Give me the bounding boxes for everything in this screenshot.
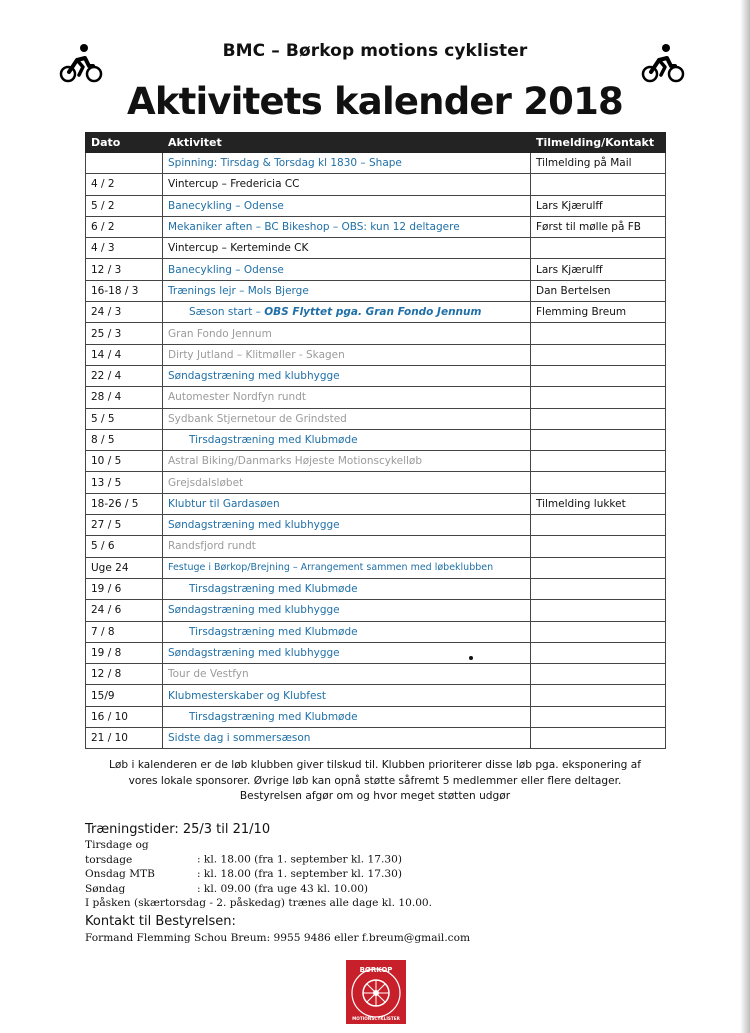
table-row [86, 536, 666, 557]
table-row [86, 451, 666, 472]
row-date: 22 / 4 [86, 365, 163, 386]
row-date: 16 / 10 [86, 706, 163, 727]
row-date [86, 153, 163, 174]
row-date: 15/9 [86, 685, 163, 706]
row-activity [163, 216, 531, 237]
row-contact [531, 664, 666, 685]
support-note [85, 758, 665, 805]
row-date: 7 / 8 [86, 621, 163, 642]
row-contact [531, 387, 666, 408]
table-row [86, 493, 666, 514]
row-date: 27 / 5 [86, 515, 163, 536]
activity-text: Søndagstræning med klubhygge [168, 370, 340, 383]
row-date: 5 / 6 [86, 536, 163, 557]
table-row [86, 259, 666, 280]
activity-text: Grejsdalsløbet [168, 476, 244, 489]
row-date: 12 / 3 [86, 259, 163, 280]
training-time: : kl. 18.00 (fra 1. september kl. 17.30) [197, 868, 402, 880]
activity-text: Tirsdagstræning med Klubmøde [189, 434, 358, 446]
activity-text: Banecykling – Odense [168, 263, 284, 276]
easter-note: I påsken (skærtorsdag - 2. påskedag) trænes alle dage kl. 10.00. [85, 897, 433, 909]
row-activity [163, 685, 531, 706]
activity-text: Klubmesterskaber og Klubfest [168, 689, 327, 702]
row-activity [163, 174, 531, 195]
activity-text: Klubtur til Gardasøen [168, 497, 280, 510]
page-edge-shadow [740, 0, 750, 1033]
row-contact [531, 685, 666, 706]
column-header-date: Dato [86, 133, 163, 153]
row-activity [163, 706, 531, 727]
row-date: 19 / 6 [86, 578, 163, 599]
activity-text: Randsfjord rundt [168, 540, 256, 553]
row-activity [163, 664, 531, 685]
row-date: 14 / 4 [86, 344, 163, 365]
row-activity [163, 408, 531, 429]
activity-text: Mekaniker aften – BC Bikeshop – OBS: kun 12 deltagere [168, 221, 460, 234]
row-date: 12 / 8 [86, 664, 163, 685]
activity-text: Sydbank Stjernetour de Grindsted [168, 412, 347, 425]
row-activity [163, 387, 531, 408]
row-contact [531, 472, 666, 493]
row-contact: Først til mølle på FB [531, 216, 666, 237]
row-contact [531, 365, 666, 386]
row-activity [163, 195, 531, 216]
contact-line: Formand Flemming Schou Breum: 9955 9486 eller f.breum@gmail.com [85, 932, 471, 944]
row-date: 16-18 / 3 [86, 280, 163, 301]
row-activity [163, 728, 531, 749]
row-activity [163, 600, 531, 621]
logo-text: BØRKOP [359, 966, 393, 974]
row-contact [531, 429, 666, 450]
row-activity [163, 153, 531, 174]
row-date: 4 / 3 [86, 238, 163, 259]
activity-text: Søndagstræning med klubhygge [168, 646, 340, 659]
activity-text: Dirty Jutland – Klitmøller - Skagen [168, 348, 345, 361]
activity-text: Gran Fondo Jennum [168, 327, 272, 340]
row-date: 19 / 8 [86, 642, 163, 663]
row-date: 24 / 3 [86, 302, 163, 323]
page-title: Aktivitets kalender 2018 [127, 80, 623, 123]
activity-text: Astral Biking/Danmarks Højeste Motionscykelløb [168, 455, 423, 468]
activity-text: Tirsdagstræning med Klubmøde [189, 583, 358, 596]
activity-text: Festuge i Børkop/Brejning – Arrangement sammen med løbeklubben [168, 562, 494, 574]
row-date: 24 / 6 [86, 600, 163, 621]
activity-text: Automester Nordfyn rundt [168, 391, 306, 404]
row-contact: Flemming Breum [531, 302, 666, 323]
club-name: BMC – Børkop motions cyklister [222, 41, 528, 61]
row-contact: Tilmelding lukket [531, 493, 666, 514]
table-row [86, 387, 666, 408]
row-contact [531, 642, 666, 663]
row-activity [163, 259, 531, 280]
row-date: 5 / 2 [86, 195, 163, 216]
row-date: 28 / 4 [86, 387, 163, 408]
row-date: 13 / 5 [86, 472, 163, 493]
row-activity [163, 280, 531, 301]
activity-note: OBS Flyttet pga. Gran Fondo Jennum [264, 306, 482, 319]
training-times [85, 838, 432, 911]
training-title: Træningstider: 25/3 til 21/10 [85, 822, 271, 837]
row-activity [163, 578, 531, 599]
row-contact: Tilmelding på Mail [531, 153, 666, 174]
activity-text: Vintercup – Fredericia CC [168, 178, 300, 191]
table-row [86, 408, 666, 429]
row-contact [531, 578, 666, 599]
row-contact [531, 238, 666, 259]
table-row [86, 706, 666, 727]
club-logo [346, 960, 406, 1024]
row-contact [531, 600, 666, 621]
row-contact [531, 451, 666, 472]
support-note-line: Bestyrelsen afgør om og hvor meget støtten udgør [239, 790, 511, 802]
table-row [86, 728, 666, 749]
table-row [86, 578, 666, 599]
table-row [86, 600, 666, 621]
row-activity [163, 323, 531, 344]
column-header-activity: Aktivitet [163, 133, 531, 153]
row-activity [163, 515, 531, 536]
row-date: 4 / 2 [86, 174, 163, 195]
row-activity [163, 472, 531, 493]
activity-text: Tour de Vestfyn [168, 668, 249, 681]
training-day: Tirsdage og torsdage [85, 839, 149, 866]
table-row [86, 642, 666, 663]
table-row [86, 238, 666, 259]
table-row [86, 216, 666, 237]
activity-text: Banecykling – Odense [168, 199, 284, 212]
activity-text: Trænings lejr – Mols Bjerge [168, 284, 309, 297]
row-contact [531, 515, 666, 536]
row-contact [531, 536, 666, 557]
table-row [86, 280, 666, 301]
row-activity [163, 344, 531, 365]
table-row [86, 153, 666, 174]
table-row [86, 621, 666, 642]
training-time: : kl. 09.00 (fra uge 43 kl. 10.00) [197, 882, 369, 895]
activity-table [85, 132, 666, 749]
table-row [86, 685, 666, 706]
row-activity [163, 642, 531, 663]
row-activity [163, 429, 531, 450]
row-date: Uge 24 [86, 557, 163, 578]
table-row [86, 664, 666, 685]
row-contact: Lars Kjærulff [531, 259, 666, 280]
row-contact: Lars Kjærulff [531, 195, 666, 216]
training-line [85, 867, 432, 882]
support-note-line: Løb i kalenderen er de løb klubben giver tilskud til. Klubben prioriterer disse løb pga. eksponering af [109, 759, 641, 771]
row-contact [531, 344, 666, 365]
table-row [86, 195, 666, 216]
table-row [86, 515, 666, 536]
row-date: 18-26 / 5 [86, 493, 163, 514]
row-date: 25 / 3 [86, 323, 163, 344]
training-day: Onsdag MTB [85, 868, 155, 880]
row-activity [163, 621, 531, 642]
row-activity [163, 365, 531, 386]
table-row [86, 557, 666, 578]
row-contact [531, 557, 666, 578]
stray-dot [469, 656, 473, 660]
training-line [85, 838, 432, 867]
activity-text: Sidste dag i sommersæson [168, 732, 311, 745]
row-activity [163, 302, 531, 323]
activity-text: Vintercup – Kerteminde CK [168, 242, 309, 255]
row-contact: Dan Bertelsen [531, 280, 666, 301]
row-activity [163, 557, 531, 578]
row-activity [163, 238, 531, 259]
row-date: 5 / 5 [86, 408, 163, 429]
row-date: 8 / 5 [86, 429, 163, 450]
support-note-line: vores lokale sponsorer. Øvrige løb kan opnå støtte såfremt 5 medlemmer eller flere deltager. [128, 774, 622, 787]
activity-text: Søndagstræning med klubhygge [168, 519, 340, 532]
table-row [86, 302, 666, 323]
activity-text: Tirsdagstræning med Klubmøde [189, 710, 358, 723]
table-row [86, 323, 666, 344]
contact-title: Kontakt til Bestyrelsen: [85, 914, 236, 929]
training-time: : kl. 18.00 (fra 1. september kl. 17.30) [197, 853, 402, 866]
training-day: Søndag [85, 882, 126, 895]
row-contact [531, 728, 666, 749]
activity-text: Spinning: Tirsdag & Torsdag kl 1830 – Shape [168, 157, 402, 170]
table-row [86, 174, 666, 195]
row-date: 6 / 2 [86, 216, 163, 237]
row-date: 10 / 5 [86, 451, 163, 472]
table-row [86, 365, 666, 386]
row-contact [531, 408, 666, 429]
table-row [86, 429, 666, 450]
row-contact [531, 174, 666, 195]
activity-text: Tirsdagstræning med Klubmøde [189, 625, 358, 638]
activity-text: Søndagstræning med klubhygge [168, 604, 340, 617]
row-activity [163, 451, 531, 472]
row-contact [531, 323, 666, 344]
activity-text: Sæson start – [189, 306, 261, 319]
table-row [86, 472, 666, 493]
row-contact [531, 706, 666, 727]
table-row [86, 344, 666, 365]
training-line [85, 882, 432, 897]
row-activity [163, 536, 531, 557]
logo-text: MOTIONSCYKLISTER [352, 1016, 400, 1021]
row-date: 21 / 10 [86, 728, 163, 749]
column-header-contact: Tilmelding/Kontakt [531, 133, 666, 153]
row-contact [531, 621, 666, 642]
table-header-row [86, 133, 666, 153]
row-activity [163, 493, 531, 514]
